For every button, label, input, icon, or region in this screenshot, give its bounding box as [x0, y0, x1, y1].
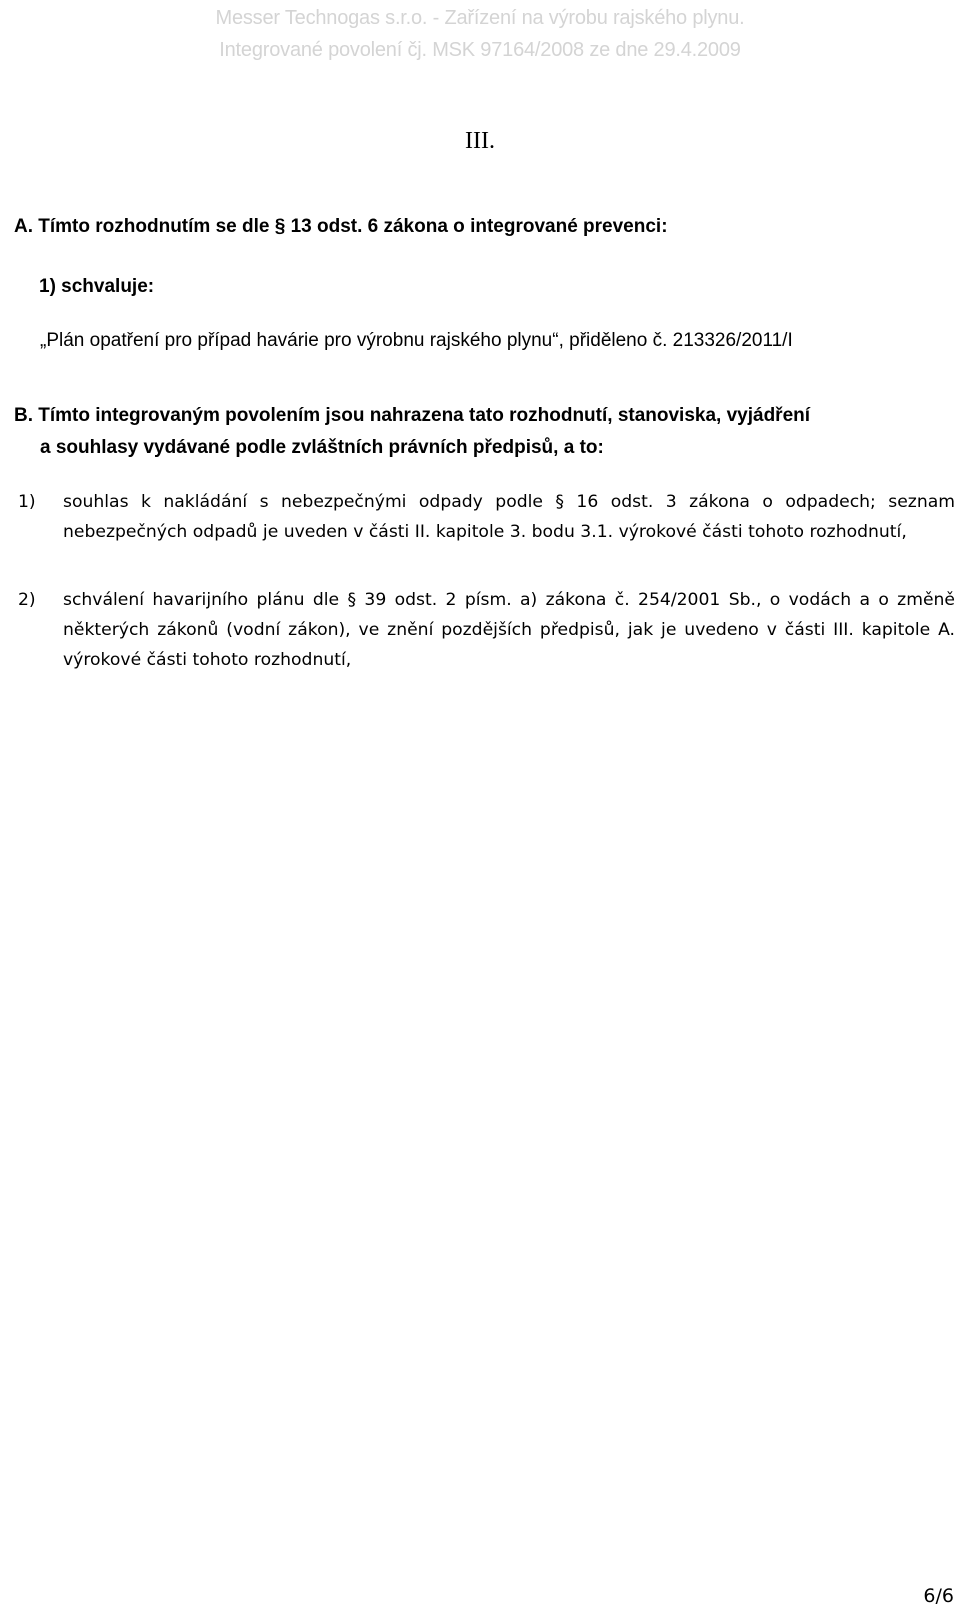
approved-plan-text: „Plán opatření pro případ havárie pro výrobnu rajského plynu“, přiděleno č. 213326/2011/I [40, 330, 793, 351]
header-line-2: Integrované povolení čj. MSK 97164/2008 ze dne 29.4.2009 [219, 39, 741, 61]
list-item-text: schválení havarijního plánu dle § 39 odst. 2 písm. a) zákona č. 254/2001 Sb., o vodách a o změně některých zákonů (vodní zákon), ve znění pozdějších předpisů, jak je uvedeno v části III. kapitole A. výrokové části tohoto rozhodnutí, [63, 590, 955, 670]
page-number: 6/6 [923, 1585, 954, 1607]
page-header [0, 2, 960, 66]
list-item-number: 1) [18, 492, 36, 512]
list-item [0, 487, 960, 577]
list-item-text: souhlas k nakládání s nebezpečnými odpady podle § 16 odst. 3 zákona o odpadech; seznam nebezpečných odpadů je uveden v části II. kapitole 3. bodu 3.1. výrokové části tohoto rozhodnutí, [63, 492, 955, 542]
part-a-item-label: 1) schvaluje: [39, 276, 155, 297]
part-b-heading-line-2: a souhlasy vydávané podle zvláštních právních předpisů, a to: [40, 437, 604, 458]
header-line-1: Messer Technogas s.r.o. - Zařízení na výrobu rajského plynu. [215, 7, 745, 29]
list-item-number: 2) [18, 590, 36, 610]
section-number: III. [465, 128, 495, 154]
list-item [0, 585, 960, 675]
part-b-heading-line-1: B. Tímto integrovaným povolením jsou nahrazena tato rozhodnutí, stanoviska, vyjádření [14, 405, 811, 426]
part-a-heading: A. Tímto rozhodnutím se dle § 13 odst. 6 zákona o integrované prevenci: [14, 216, 668, 237]
